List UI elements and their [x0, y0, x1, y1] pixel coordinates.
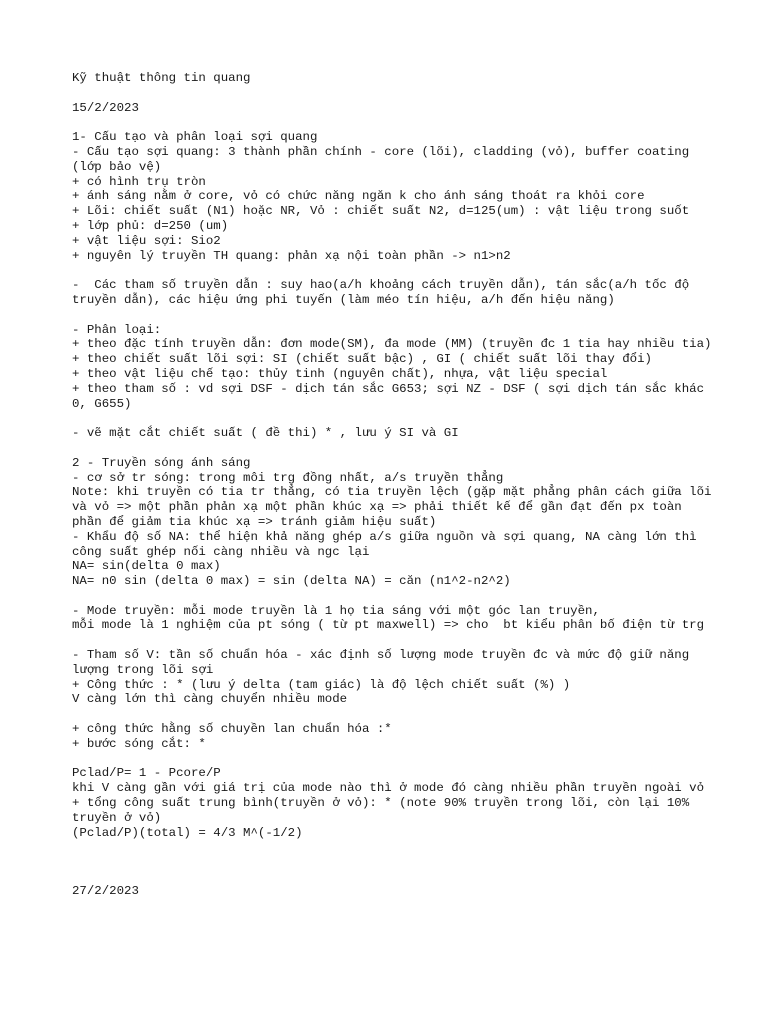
text-line: + có hình trụ tròn [72, 174, 206, 189]
text-line: + theo vật liệu chế tạo: thủy tinh (nguyên chất), nhựa, vật liệu special [72, 366, 608, 381]
text-line: - vẽ mặt cắt chiết suất ( đề thi) * , lưu ý SI và GI [72, 426, 459, 441]
text-line: - cơ sở tr sóng: trong môi trg đồng nhất, a/s truyền thẳng [72, 470, 504, 485]
text-line: + theo chiết suất lõi sợi: SI (chiết suất bậc) , GI ( chiết suất lõi thay đổi) [72, 352, 652, 367]
text-line: + lớp phủ: d=250 (um) [72, 218, 229, 233]
document-title: Kỹ thuật thông tin quang [72, 71, 251, 85]
text-line: + tổng công suất trung bình(truyền ở vỏ): * (note 90% truyền trong lõi, còn lại 10% truyền ở vỏ) [72, 796, 697, 825]
text-line: NA= n0 sin (delta 0 max) = sin (delta NA) = căn (n1^2-n2^2) [72, 574, 511, 589]
document-page [72, 71, 719, 899]
text-line: mỗi mode là 1 nghiệm của pt sóng ( từ pt maxwell) => cho bt kiểu phân bố điện từ trg [72, 618, 705, 633]
text-line: - Các tham số truyền dẫn : suy hao(a/h khoảng cách truyền dẫn), tán sắc(a/h tốc độ truyền dẫn), các hiệu ứng phi tuyến (làm méo tín hiệu, a/h đến hiệu năng) [72, 278, 697, 307]
text-line: Note: khi truyền có tia tr thẳng, có tia truyền lệch (gặp mặt phẳng phân cách giữa lõi và vỏ => một phần phản xạ một phần khúc xạ => phải thiết kế để gần đạt đến px toàn phần để giảm tia khúc xạ => tránh giảm hiệu suất) [72, 485, 719, 529]
text-line: + theo tham số : vd sợi DSF - dịch tán sắc G653; sợi NZ - DSF ( sợi dịch tán sắc khác 0, G655) [72, 381, 712, 411]
text-line: V càng lớn thì càng chuyển nhiều mode [72, 692, 348, 707]
text-line: + bước sóng cắt: * [72, 736, 206, 751]
text-line: NA= sin(delta 0 max) [72, 559, 221, 574]
text-line: + Công thức : * (lưu ý delta (tam giác) là độ lệch chiết suất (%) ) [72, 677, 571, 692]
text-line: khi V càng gần với giá trị của mode nào thì ở mode đó càng nhiều phần truyền ngoài vỏ [72, 781, 705, 796]
text-line: - Cấu tạo sợi quang: 3 thành phần chính - core (lõi), cladding (vỏ), buffer coating (lớp bảo vệ) [72, 144, 697, 174]
text-line: + nguyên lý truyền TH quang: phản xạ nội toàn phần -> n1>n2 [72, 248, 511, 263]
text-line: Pclad/P= 1 - Pcore/P [72, 766, 221, 781]
section-heading: 1- Cấu tạo và phân loại sợi quang [72, 130, 318, 145]
text-line: + vật liệu sợi: Sio2 [72, 233, 221, 248]
text-line: - Mode truyền: mỗi mode truyền là 1 họ tia sáng với một góc lan truyền, [72, 603, 600, 618]
text-line: + Lõi: chiết suất (N1) hoặc NR, Vỏ : chiết suất N2, d=125(um) : vật liệu trong suốt [72, 204, 690, 219]
date-heading: 15/2/2023 [72, 100, 139, 115]
text-line: - Phân loại: [72, 322, 162, 337]
text-line: (Pclad/P)(total) = 4/3 M^(-1/2) [72, 825, 303, 840]
text-line: - Tham số V: tần số chuẩn hóa - xác định số lượng mode truyền đc và mức độ giữ năng lượng trong lõi sợi [72, 648, 697, 677]
date-heading: 27/2/2023 [72, 884, 139, 899]
text-line: - Khẩu độ số NA: thể hiện khả năng ghép a/s giữa nguồn và sợi quang, NA càng lớn thì công suất ghép nối càng nhiều và ngc lại [72, 529, 705, 559]
section-heading: 2 - Truyền sóng ánh sáng [72, 455, 251, 470]
text-line: + theo đặc tính truyền dẫn: đơn mode(SM), đa mode (MM) (truyền đc 1 tia hay nhiều tia) [72, 337, 712, 352]
text-line: + công thức hằng số chuyền lan chuẩn hóa :* [72, 722, 392, 737]
text-line: + ánh sáng nằm ở core, vỏ có chức năng ngăn k cho ánh sáng thoát ra khỏi core [72, 189, 645, 204]
